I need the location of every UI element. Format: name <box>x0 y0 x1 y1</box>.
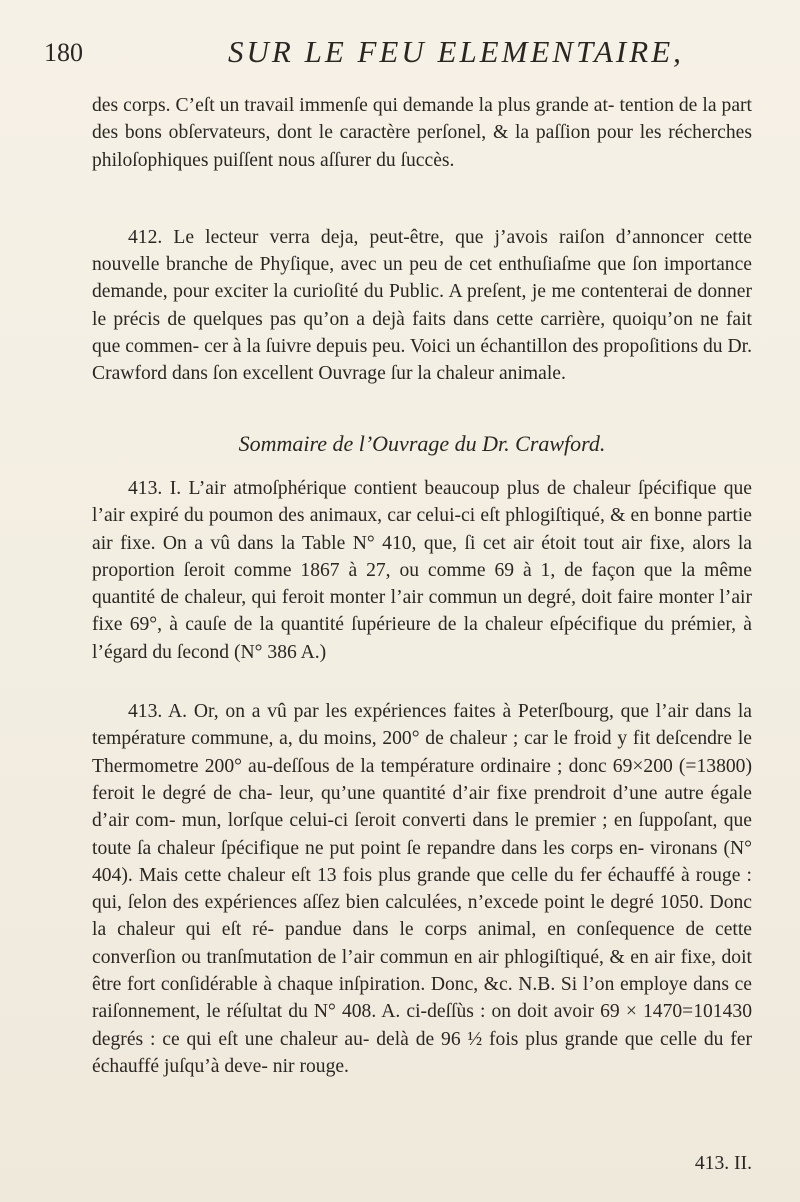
paragraph-413-A: 413. A. Or, on a vû par les expériences faites à Peterſbourg, que l’air dans la température commune, a, du moins, 200° de chaleur ; car le froid y fit deſcendre le Thermometre 200° au-deſſous de la température ordinaire ; donc 69×200 (=13800) feroit le degré de cha- leur, qu’une quantité d’air fixe prendroit d’une autre égale d’air com- mun, lorſque celui-ci ſeroit converti dans le premier ; en ſuppoſant, que toute ſa chaleur ſpécifique ne put point ſe repandre dans les corps en- vironans (N° 404). Mais cette chaleur eſt 13 fois plus grande que celle du fer échauffé à rouge : qui, ſelon des expériences aſſez bien calculées, n’excede point le degré 1050. Donc la chaleur qui eſt ré- pandue dans le corps animal, en conſequence de cette converſion ou tranſmutation de l’air commun en air phlogiſtiqué, & en air fixe, doit être fort conſidérable à chaque inſpiration. Donc, &c. N.B. Si l’on employe dans ce raiſonnement, le réſultat du N° 408. A. ci-deſſùs : on doit avoir 69 × 1470=101430 degrés : ce qui eſt une chaleur au- delà de 96 ½ fois plus grande que celle du fer échauffé juſqu’à deve- nir rouge. <box>92 701 752 1077</box>
catchword: 413. II. <box>694 1153 752 1174</box>
paragraph-413-I: 413. I. L’air atmoſphérique contient beaucoup plus de chaleur ſpécifique que l’air expiré du poumon des animaux, car celui-ci eſt phlogiſtiqué, & en bonne partie air fixe. On a vû dans la Table N° 410, que, ſi cet air étoit tout air fixe, alors la proportion ſeroit comme 1867 à 27, ou comme 69 à 1, de façon que la même quantité de chaleur, qui feroit monter l’air commun un degré, doit faire monter l’air fixe 69°, à cauſe de la quantité ſupérieure de la chaleur eſpécifique du prémier, à l’égard du ſecond (N° 386 A.) <box>92 477 752 663</box>
paragraph-412: 412. Le lecteur verra deja, peut-être, que j’avois raiſon d’annoncer cette nouvelle branche de Phyſique, avec un peu de cet enthuſiaſme que ſon importance demande, pour exciter la curioſité du Public. A preſent, je me contenterai de donner le précis de quelques pas qu’on a dejà faits dans cette carrière, quoiqu’on ne fait que commen- cer à la ſuivre depuis peu. Voici un échantillon des propoſitions du Dr. Crawford dans ſon excellent Ouvrage ſur la chaleur animale. <box>92 226 752 385</box>
running-head: SUR LE FEU ELEMENTAIRE, <box>228 34 684 69</box>
paragraph-continuation: des corps. C’eſt un travail immenſe qui demande la plus grande at- tention de la part des bons obſervateurs, dont le caractère perſonel, & la paſſion pour les récherches philoſophiques puiſſent nous aſſurer du ſuccès. <box>92 95 752 171</box>
page-number: 180 <box>44 38 83 67</box>
section-title: Sommaire de l’Ouvrage du Dr. Crawford. <box>238 430 606 456</box>
page-header <box>44 34 760 74</box>
page-body <box>92 92 752 1080</box>
